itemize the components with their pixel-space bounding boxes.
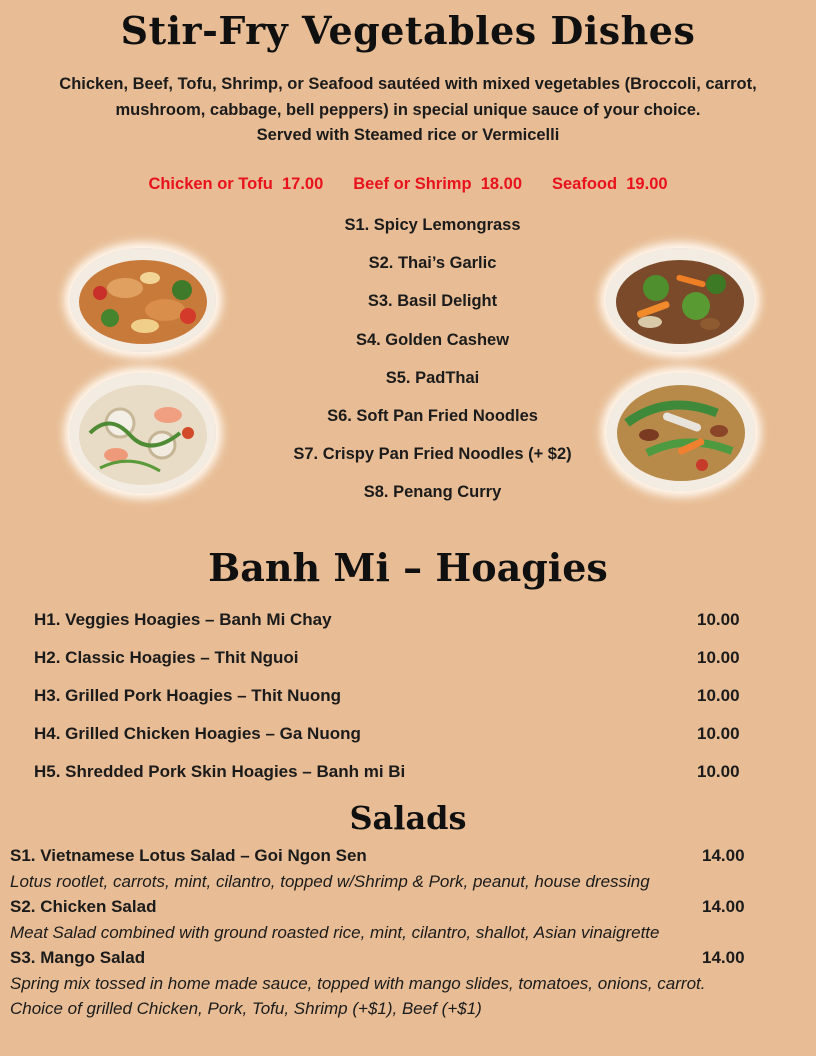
hoagie-item-price: 10.00 <box>697 610 740 629</box>
hoagie-item-name: H2. Classic Hoagies – Thit Nguoi <box>34 648 299 667</box>
hoagie-item <box>34 607 754 645</box>
stirfry-dish-photo <box>606 248 754 352</box>
hoagie-item-name: H3. Grilled Pork Hoagies – Thit Nuong <box>34 686 341 705</box>
hoagie-item-price: 10.00 <box>697 762 740 781</box>
salad-item-price: 14.00 <box>702 948 745 967</box>
stirfry-dish-photo <box>607 373 755 491</box>
salad-item-price: 14.00 <box>702 846 745 865</box>
hoagie-item <box>34 645 754 683</box>
stirfry-item: S8. Penang Curry <box>363 483 502 502</box>
stirfry-intro <box>10 72 806 149</box>
salad-item-price: 14.00 <box>702 897 745 916</box>
hoagies-item-list <box>34 607 754 797</box>
stirfry-item: S2. Thai’s Garlic <box>368 254 497 273</box>
hoagie-item <box>34 721 754 759</box>
stirfry-item: S7. Crispy Pan Fried Noodles (+ $2) <box>293 445 572 464</box>
stirfry-title: Stir-Fry Vegetables Dishes <box>120 8 696 53</box>
salad-item-description: Choice of grilled Chicken, Pork, Tofu, Shrimp (+$1), Beef (+$1) <box>10 999 482 1018</box>
salad-item <box>10 843 806 869</box>
hoagie-item-name: H4. Grilled Chicken Hoagies – Ga Nuong <box>34 724 361 743</box>
salads-item-list <box>10 843 806 1022</box>
salad-item-description: Meat Salad combined with ground roasted rice, mint, cilantro, shallot, Asian vinaigrette <box>10 922 660 942</box>
price-tier-seafood: Seafood 19.00 <box>552 175 668 193</box>
stirfry-item: S1. Spicy Lemongrass <box>344 216 521 234</box>
intro-line: Served with Steamed rice or Vermicelli <box>256 126 560 144</box>
hoagie-item-name: H1. Veggies Hoagies – Banh Mi Chay <box>34 610 332 629</box>
stirfry-item: S3. Basil Delight <box>367 292 498 311</box>
hoagie-item-name: H5. Shredded Pork Skin Hoagies – Banh mi Bi <box>34 762 406 781</box>
price-tier-chicken-tofu: Chicken or Tofu 17.00 <box>148 175 324 193</box>
salad-item-description: Spring mix tossed in home made sauce, topped with mango slides, tomatoes, onions, carrot. <box>10 973 706 993</box>
stirfry-item: S4. Golden Cashew <box>355 330 510 349</box>
hoagie-item <box>34 759 754 797</box>
hoagie-item-price: 10.00 <box>697 724 740 743</box>
salad-item <box>10 945 806 971</box>
salad-item-name: S1. Vietnamese Lotus Salad – Goi Ngon Sen <box>10 846 367 865</box>
intro-line: mushroom, cabbage, bell peppers) in special unique sauce of your choice. <box>115 100 701 119</box>
salad-item-name: S3. Mango Salad <box>10 948 146 967</box>
hoagie-item <box>34 683 754 721</box>
intro-line: Chicken, Beef, Tofu, Shrimp, or Seafood sautéed with mixed vegetables (Broccoli, carrot, <box>59 75 757 93</box>
hoagies-title: Banh Mi – Hoagies <box>208 545 608 590</box>
stirfry-price-tiers <box>0 175 816 194</box>
salad-item-name: S2. Chicken Salad <box>10 897 157 916</box>
stirfry-dish-photo <box>70 248 216 352</box>
salads-title: Salads <box>349 799 467 837</box>
salad-item <box>10 894 806 920</box>
hoagie-item-price: 10.00 <box>697 686 740 705</box>
salad-item-description: Lotus rootlet, carrots, mint, cilantro, topped w/Shrimp & Pork, peanut, house dressing <box>10 871 650 891</box>
hoagie-item-price: 10.00 <box>697 648 740 667</box>
stirfry-item: S6. Soft Pan Fried Noodles <box>327 406 538 425</box>
stirfry-dish-photo <box>70 373 216 493</box>
price-tier-beef-shrimp: Beef or Shrimp 18.00 <box>353 175 522 193</box>
stirfry-item-list <box>200 212 665 518</box>
stirfry-item: S5. PadThai <box>385 368 480 387</box>
